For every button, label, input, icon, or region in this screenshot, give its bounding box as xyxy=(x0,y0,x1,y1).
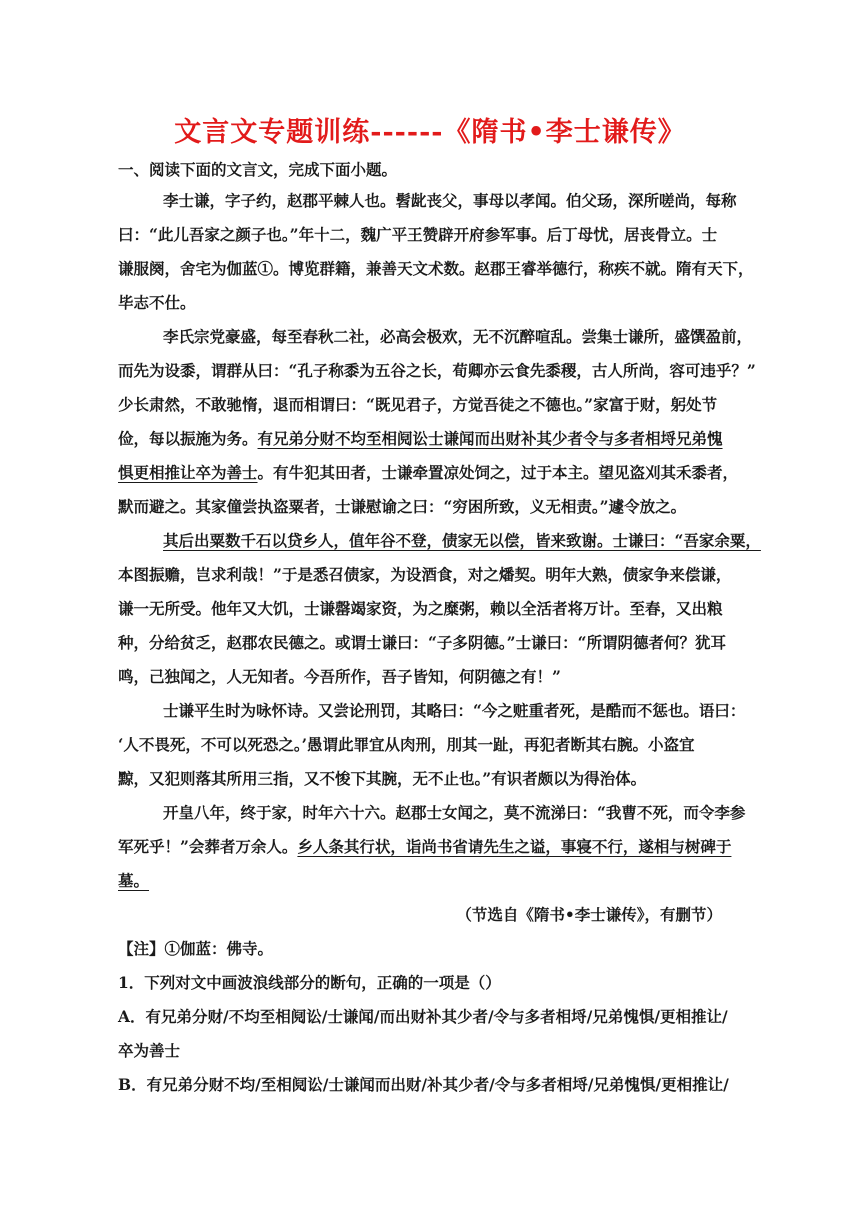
passage-line: 毕志不仕。 xyxy=(118,293,196,312)
passage-line: 李氏宗党豪盛，每至春秋二社，必高会极欢，无不沉醉喧乱。尝集士谦所，盛馔盈前， xyxy=(163,327,753,346)
option-a: A．有兄弟分财/不均至相阋讼/士谦闻/而出财补其少者/令与多者相埒/兄弟愧惧/更相推让/ xyxy=(118,1007,728,1026)
passage-line: 曰：“此儿吾家之颜子也。”年十二，魏广平王赞辟开府参军事。后丁母忧，居丧骨立。士 xyxy=(118,225,718,244)
passage-line: 本图振赡，岂求利哉！”于是悉召债家，为设酒食，对之燔契。明年大熟，债家争来偿谦， xyxy=(118,565,732,584)
passage-line: 黥，又犯则落其所用三指，又不悛下其腕，无不止也。”有识者颇以为得治体。 xyxy=(118,769,647,788)
document-title: 文言文专题训练------《隋书•李士谦传》 xyxy=(174,117,686,148)
passage-line-underlined: 其后出粟数千石以贷乡人，值年谷不登，债家无以偿，皆来致谢。士谦曰：“吾家余粟， xyxy=(163,531,761,550)
passage-line: 谦服阕，舍宅为伽蓝①。博览群籍，兼善天文术数。赵郡王睿举德行，称疾不就。隋有天下， xyxy=(118,259,754,278)
passage-line: 默而避之。其家僮尝执盗粟者，士谦慰谕之曰：“穷困所致，义无相责。”遽令放之。 xyxy=(118,497,687,516)
annotation-note: 【注】①伽蓝：佛寺。 xyxy=(118,939,274,958)
option-b: B．有兄弟分财不均/至相阋讼/士谦闻而出财/补其少者/令与多者相埒/兄弟愧惧/更相推让/ xyxy=(118,1075,729,1094)
underlined-segment: 乡人条其行状，诣尚书省请先生之谥，事寝不行，遂相与树碑于 xyxy=(297,837,732,856)
underlined-segment: 有兄弟分财不均至相阋讼士谦闻而出财补其少者令与多者相埒兄弟愧 xyxy=(257,429,723,448)
passage-line: 而先为设黍，谓群从曰：“孔子称黍为五谷之长，荀卿亦云食先黍稷，古人所尚，容可违乎？” xyxy=(118,361,756,380)
option-a-continued: 卒为善士 xyxy=(118,1041,181,1060)
passage-line: ‘人不畏死，不可以死恐之。’愚谓此罪宜从肉刑，刖其一趾，再犯者断其右腕。小盗宜 xyxy=(118,735,695,754)
passage-line-underlined: 惧更相推让卒为善士。有牛犯其田者，士谦牵置凉处饲之，过于本主。望见盗刈其禾黍者， xyxy=(118,463,739,482)
passage-line: 士谦平生时为咏怀诗。又尝论刑罚，其略曰：“今之赃重者死，是酷而不惩也。语曰： xyxy=(163,701,746,720)
passage-line: 少长肃然，不敢驰惰，退而相谓曰：“既见君子，方觉吾徒之不德也。”家富于财，躬处节 xyxy=(118,395,718,414)
source-citation: （节选自《隋书•李士谦传》，有删节） xyxy=(456,905,722,924)
instruction: 一、阅读下面的文言文，完成下面小题。 xyxy=(118,160,398,179)
passage-line: 李士谦，字子约，赵郡平棘人也。髫龀丧父，事母以孝闻。伯父玚，深所嗟尚，每称 xyxy=(163,191,737,210)
passage-line-underlined: 俭，每以振施为务。有兄弟分财不均至相阋讼士谦闻而出财补其少者令与多者相埒兄弟愧 xyxy=(118,429,723,448)
question-1: 1．下列对文中画波浪线部分的断句，正确的一项是（） xyxy=(118,973,501,992)
passage-line: 种，分给贫乏，赵郡农民德之。或谓士谦曰：“子多阴德。”士谦曰：“所谓阴德者何？犹耳 xyxy=(118,633,726,652)
passage-line: 谦一无所受。他年又大饥，士谦罄竭家资，为之糜粥，赖以全活者将万计。至春，又出粮 xyxy=(118,599,723,618)
passage-line: 开皇八年，终于家，时年六十六。赵郡士女闻之，莫不流涕曰：“我曹不死，而令李参 xyxy=(163,803,746,822)
passage-line: 军死乎！”会葬者万余人。乡人条其行状，诣尚书省请先生之谥，事寝不行，遂相与树碑于 xyxy=(118,837,732,856)
underlined-segment: 惧更相推让卒为善士 xyxy=(118,463,258,482)
passage-line: 鸣，己独闻之，人无知者。今吾所作，吾子皆知，何阴德之有！” xyxy=(118,667,561,686)
passage-line-underlined: 墓。 xyxy=(118,871,150,890)
